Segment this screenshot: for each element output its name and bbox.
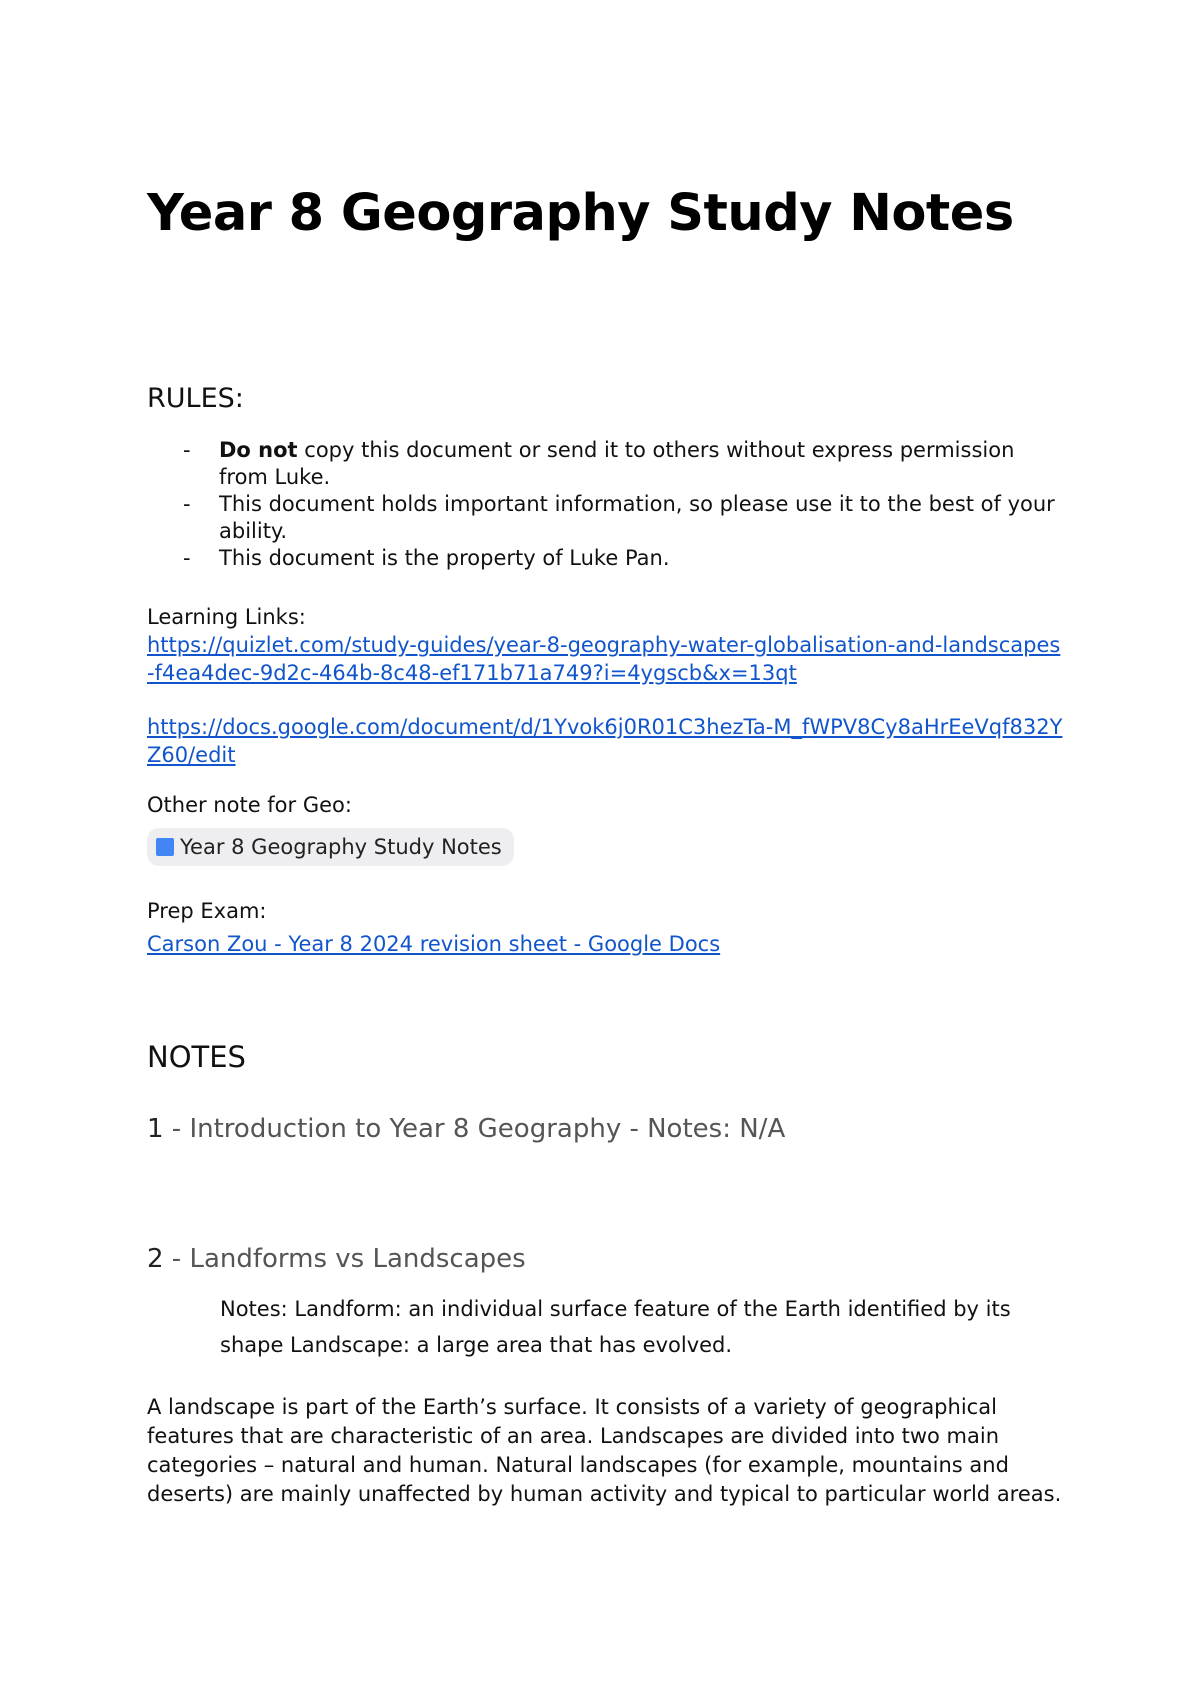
- prep-exam-label: Prep Exam:: [147, 899, 267, 923]
- google-doc-icon: [156, 838, 174, 856]
- document-title: Year 8 Geography Study Notes: [147, 184, 1014, 243]
- prep-exam-link-block: [147, 930, 1067, 958]
- other-note-label: Other note for Geo:: [147, 793, 352, 817]
- bullet-dash: -: [183, 546, 191, 570]
- list-item: [147, 491, 1067, 545]
- section-title: - Landforms vs Landscapes: [163, 1244, 526, 1274]
- notes-heading: NOTES: [147, 1040, 246, 1074]
- landscape-paragraph: A landscape is part of the Earth’s surface. It consists of a variety of geographical features that are characteristic of an area. Landscapes are divided into two main categories – natural and human. Natural landscapes (for example, mountains and deserts) are mainly unaffected by human activity and typical to particular world areas.: [147, 1395, 1062, 1506]
- learning-link-gdoc-block: [147, 713, 1067, 769]
- section-1-heading: [147, 1114, 785, 1144]
- section-2-note: Notes: Landform: an individual surface feature of the Earth identified by its shape Landscape: a large area that has evolved.: [220, 1297, 1011, 1357]
- bold-text: Do not: [219, 438, 298, 462]
- learning-link-quizlet-block: [147, 631, 1067, 687]
- doc-smart-chip[interactable]: [147, 828, 514, 866]
- doc-chip-label: Year 8 Geography Study Notes: [180, 835, 502, 859]
- rules-heading: RULES:: [147, 383, 244, 414]
- list-item: [147, 437, 1067, 491]
- learning-link-quizlet[interactable]: https://quizlet.com/study-guides/year-8-geography-water-globalisation-and-landscapes-f4ea4dec-9d2c-464b-8c48-ef171b71a749?i=4ygscb&x=13qt: [147, 633, 1061, 685]
- list-item: [147, 545, 1067, 572]
- section-2-heading: [147, 1244, 526, 1274]
- section-title: - Introduction to Year 8 Geography - Notes: N/A: [163, 1114, 786, 1144]
- section-number: 1: [147, 1114, 164, 1144]
- learning-links-label: Learning Links:: [147, 605, 306, 629]
- prep-exam-link[interactable]: Carson Zou - Year 8 2024 revision sheet - Google Docs: [147, 932, 721, 956]
- rule-text: This document holds important information, so please use it to the best of your ability.: [219, 492, 1055, 543]
- bullet-dash: -: [183, 492, 191, 516]
- rule-text: copy this document or send it to others without express permission from Luke.: [219, 438, 1015, 489]
- rules-list: [147, 437, 1067, 572]
- section-number: 2: [147, 1244, 164, 1274]
- learning-link-google-doc[interactable]: https://docs.google.com/document/d/1Yvok6j0R01C3hezTa-M_fWPV8Cy8aHrEeVqf832YZ60/edit: [147, 715, 1063, 767]
- bullet-dash: -: [183, 438, 191, 462]
- rule-text: This document is the property of Luke Pan.: [219, 546, 670, 570]
